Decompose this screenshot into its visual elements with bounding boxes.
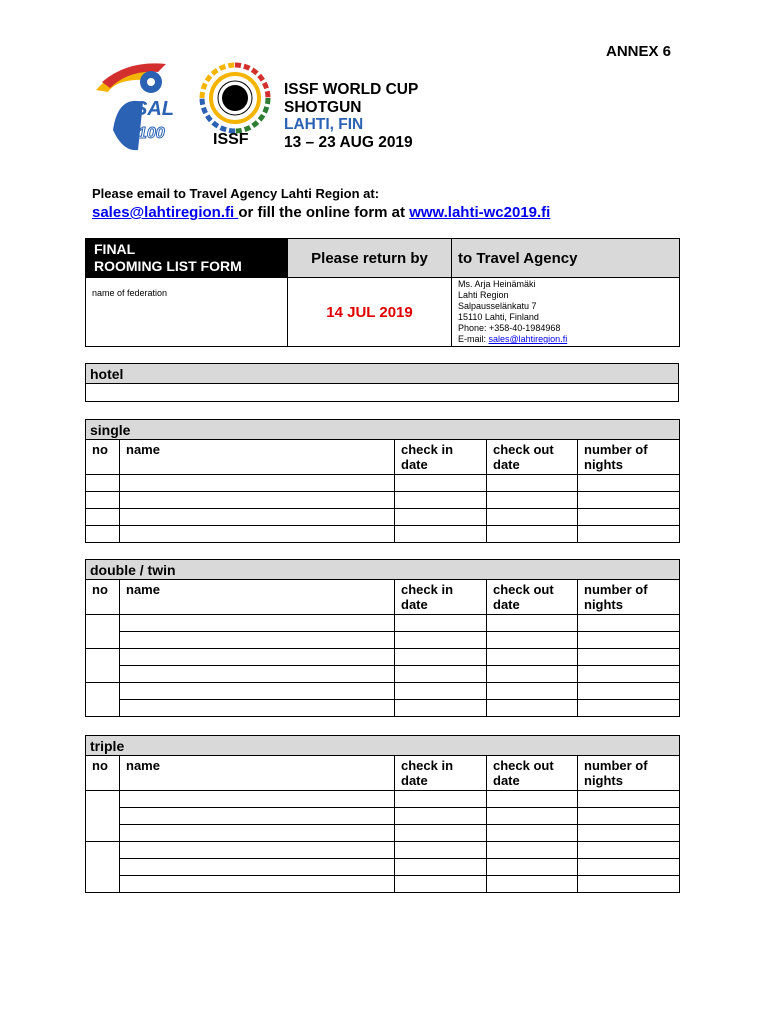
please-return-cell: Please return by bbox=[288, 239, 452, 278]
hotel-input[interactable] bbox=[86, 384, 679, 402]
col-nights-l1: number of bbox=[584, 442, 648, 457]
check-in-cell[interactable] bbox=[395, 526, 487, 543]
col-nights-l1: number of bbox=[584, 758, 648, 773]
contact-email-row bbox=[458, 334, 673, 345]
name-cell[interactable] bbox=[120, 632, 395, 649]
no-cell[interactable] bbox=[86, 649, 120, 683]
form-header-table bbox=[85, 238, 680, 347]
event-line2: SHOTGUN bbox=[284, 98, 362, 116]
check-out-cell[interactable] bbox=[487, 842, 578, 859]
no-cell[interactable] bbox=[86, 526, 120, 543]
sal-year: 100 bbox=[138, 125, 165, 142]
no-cell[interactable] bbox=[86, 509, 120, 526]
check-in-cell[interactable] bbox=[395, 700, 487, 717]
check-in-cell[interactable] bbox=[395, 615, 487, 632]
hotel-title: hotel bbox=[86, 364, 679, 384]
nights-cell[interactable] bbox=[578, 509, 680, 526]
sal-100-logo bbox=[88, 60, 198, 158]
col-check-in-l1: check in bbox=[401, 758, 454, 773]
table-row bbox=[86, 791, 680, 808]
annex-label: ANNEX 6 bbox=[606, 43, 672, 60]
col-check-out bbox=[487, 756, 578, 791]
check-out-cell[interactable] bbox=[487, 492, 578, 509]
col-no: no bbox=[86, 580, 120, 615]
name-cell[interactable] bbox=[120, 700, 395, 717]
triple-table bbox=[85, 735, 680, 893]
name-cell[interactable] bbox=[120, 666, 395, 683]
nights-cell[interactable] bbox=[578, 649, 680, 666]
check-out-cell[interactable] bbox=[487, 876, 578, 893]
check-out-cell[interactable] bbox=[487, 475, 578, 492]
to-agency-cell: to Travel Agency bbox=[452, 239, 680, 278]
no-cell[interactable] bbox=[86, 475, 120, 492]
logo-target-center bbox=[147, 78, 155, 86]
event-line1: ISSF WORLD CUP bbox=[284, 81, 419, 98]
nights-cell[interactable] bbox=[578, 632, 680, 649]
check-out-cell[interactable] bbox=[487, 526, 578, 543]
check-in-cell[interactable] bbox=[395, 649, 487, 666]
contact-email-link[interactable]: sales@lahtiregion.fi bbox=[488, 334, 568, 344]
col-check-in bbox=[395, 440, 487, 475]
col-no: no bbox=[86, 756, 120, 791]
table-row bbox=[86, 842, 680, 859]
nights-cell[interactable] bbox=[578, 615, 680, 632]
table-row bbox=[86, 632, 680, 649]
check-in-cell[interactable] bbox=[395, 876, 487, 893]
name-cell[interactable] bbox=[120, 825, 395, 842]
check-out-cell[interactable] bbox=[487, 615, 578, 632]
col-check-out-l2: date bbox=[493, 597, 520, 612]
name-cell[interactable] bbox=[120, 649, 395, 666]
col-check-out bbox=[487, 440, 578, 475]
event-dates: 13 – 23 AUG 2019 bbox=[284, 133, 413, 151]
check-in-cell[interactable] bbox=[395, 666, 487, 683]
check-in-cell[interactable] bbox=[395, 842, 487, 859]
table-row bbox=[86, 475, 680, 492]
form-title-line2: ROOMING LIST FORM bbox=[94, 258, 242, 274]
nights-cell[interactable] bbox=[578, 475, 680, 492]
check-out-cell[interactable] bbox=[487, 825, 578, 842]
col-no: no bbox=[86, 440, 120, 475]
table-row bbox=[86, 649, 680, 666]
col-name: name bbox=[120, 580, 395, 615]
single-title: single bbox=[86, 420, 680, 440]
hotel-table bbox=[85, 363, 679, 402]
name-cell[interactable] bbox=[120, 509, 395, 526]
col-check-out-l2: date bbox=[493, 457, 520, 472]
single-table bbox=[85, 419, 680, 543]
col-nights-l2: nights bbox=[584, 773, 623, 788]
check-out-cell[interactable] bbox=[487, 649, 578, 666]
check-out-cell[interactable] bbox=[487, 683, 578, 700]
col-check-out bbox=[487, 580, 578, 615]
nights-cell[interactable] bbox=[578, 842, 680, 859]
col-check-in-l1: check in bbox=[401, 582, 454, 597]
name-cell[interactable] bbox=[120, 791, 395, 808]
nights-cell[interactable] bbox=[578, 492, 680, 509]
website-link[interactable]: www.lahti-wc2019.fi bbox=[409, 204, 551, 221]
no-cell[interactable] bbox=[86, 492, 120, 509]
col-name: name bbox=[120, 756, 395, 791]
contact-name: Ms. Arja Heinämäki bbox=[458, 279, 536, 289]
col-nights-l1: number of bbox=[584, 582, 648, 597]
check-in-cell[interactable] bbox=[395, 808, 487, 825]
issf-target-logo bbox=[198, 62, 272, 134]
agency-contact bbox=[452, 278, 680, 347]
col-check-in-l2: date bbox=[401, 457, 428, 472]
double-table bbox=[85, 559, 680, 717]
check-in-cell[interactable] bbox=[395, 791, 487, 808]
name-cell[interactable] bbox=[120, 859, 395, 876]
check-in-cell[interactable] bbox=[395, 859, 487, 876]
issf-wordmark: ISSF bbox=[213, 131, 249, 148]
federation-cell[interactable] bbox=[86, 278, 288, 347]
no-cell[interactable] bbox=[86, 615, 120, 649]
nights-cell[interactable] bbox=[578, 666, 680, 683]
instructions-middle: or fill the online form at bbox=[238, 204, 410, 221]
col-check-in-l1: check in bbox=[401, 442, 454, 457]
check-out-cell[interactable] bbox=[487, 791, 578, 808]
table-row bbox=[86, 666, 680, 683]
col-nights bbox=[578, 580, 680, 615]
col-nights bbox=[578, 440, 680, 475]
col-name: name bbox=[120, 440, 395, 475]
table-row bbox=[86, 700, 680, 717]
instructions-contact-line bbox=[92, 204, 550, 221]
table-row bbox=[86, 683, 680, 700]
nights-cell[interactable] bbox=[578, 526, 680, 543]
nights-cell[interactable] bbox=[578, 700, 680, 717]
nights-cell[interactable] bbox=[578, 859, 680, 876]
col-check-in-l2: date bbox=[401, 773, 428, 788]
check-in-cell[interactable] bbox=[395, 492, 487, 509]
nights-cell[interactable] bbox=[578, 825, 680, 842]
check-in-cell[interactable] bbox=[395, 825, 487, 842]
nights-cell[interactable] bbox=[578, 683, 680, 700]
table-row bbox=[86, 492, 680, 509]
check-in-cell[interactable] bbox=[395, 509, 487, 526]
col-nights-l2: nights bbox=[584, 597, 623, 612]
table-row bbox=[86, 859, 680, 876]
email-link[interactable]: sales@lahtiregion.fi bbox=[92, 204, 239, 221]
check-out-cell[interactable] bbox=[487, 859, 578, 876]
table-row bbox=[86, 526, 680, 543]
form-title-line1: FINAL bbox=[94, 241, 136, 257]
no-cell[interactable] bbox=[86, 842, 120, 893]
table-row bbox=[86, 825, 680, 842]
check-out-cell[interactable] bbox=[487, 666, 578, 683]
contact-phone: Phone: +358-40-1984968 bbox=[458, 323, 561, 333]
nights-cell[interactable] bbox=[578, 808, 680, 825]
no-cell[interactable] bbox=[86, 791, 120, 842]
event-location: LAHTI, FIN bbox=[284, 116, 364, 133]
check-in-cell[interactable] bbox=[395, 683, 487, 700]
check-in-cell[interactable] bbox=[395, 632, 487, 649]
table-row bbox=[86, 876, 680, 893]
sal-text: SAL bbox=[134, 98, 174, 120]
no-cell[interactable] bbox=[86, 683, 120, 717]
instructions-line: Please email to Travel Agency Lahti Region at: bbox=[92, 186, 380, 201]
form-title-cell bbox=[86, 239, 288, 278]
col-check-in bbox=[395, 756, 487, 791]
col-check-out-l1: check out bbox=[493, 442, 554, 457]
col-check-in-l2: date bbox=[401, 597, 428, 612]
event-title bbox=[284, 81, 418, 151]
name-cell[interactable] bbox=[120, 808, 395, 825]
contact-city: 15110 Lahti, Finland bbox=[458, 312, 539, 322]
name-cell[interactable] bbox=[120, 683, 395, 700]
contact-street: Salpausselänkatu 7 bbox=[458, 301, 537, 311]
col-check-in bbox=[395, 580, 487, 615]
col-check-out-l1: check out bbox=[493, 582, 554, 597]
name-cell[interactable] bbox=[120, 876, 395, 893]
contact-email-label: E-mail: bbox=[458, 334, 489, 344]
triple-title: triple bbox=[86, 736, 680, 756]
check-out-cell[interactable] bbox=[487, 808, 578, 825]
double-title: double / twin bbox=[86, 560, 680, 580]
col-check-out-l1: check out bbox=[493, 758, 554, 773]
nights-cell[interactable] bbox=[578, 791, 680, 808]
name-cell[interactable] bbox=[120, 492, 395, 509]
table-row bbox=[86, 808, 680, 825]
col-check-out-l2: date bbox=[493, 773, 520, 788]
name-cell[interactable] bbox=[120, 526, 395, 543]
check-in-cell[interactable] bbox=[395, 475, 487, 492]
table-row bbox=[86, 615, 680, 632]
col-nights-l2: nights bbox=[584, 457, 623, 472]
contact-org: Lahti Region bbox=[458, 290, 509, 300]
return-date: 14 JUL 2019 bbox=[288, 278, 452, 347]
check-out-cell[interactable] bbox=[487, 632, 578, 649]
table-row bbox=[86, 509, 680, 526]
name-cell[interactable] bbox=[120, 842, 395, 859]
nights-cell[interactable] bbox=[578, 876, 680, 893]
federation-label: name of federation bbox=[92, 288, 168, 298]
col-nights bbox=[578, 756, 680, 791]
check-out-cell[interactable] bbox=[487, 700, 578, 717]
name-cell[interactable] bbox=[120, 615, 395, 632]
check-out-cell[interactable] bbox=[487, 509, 578, 526]
name-cell[interactable] bbox=[120, 475, 395, 492]
